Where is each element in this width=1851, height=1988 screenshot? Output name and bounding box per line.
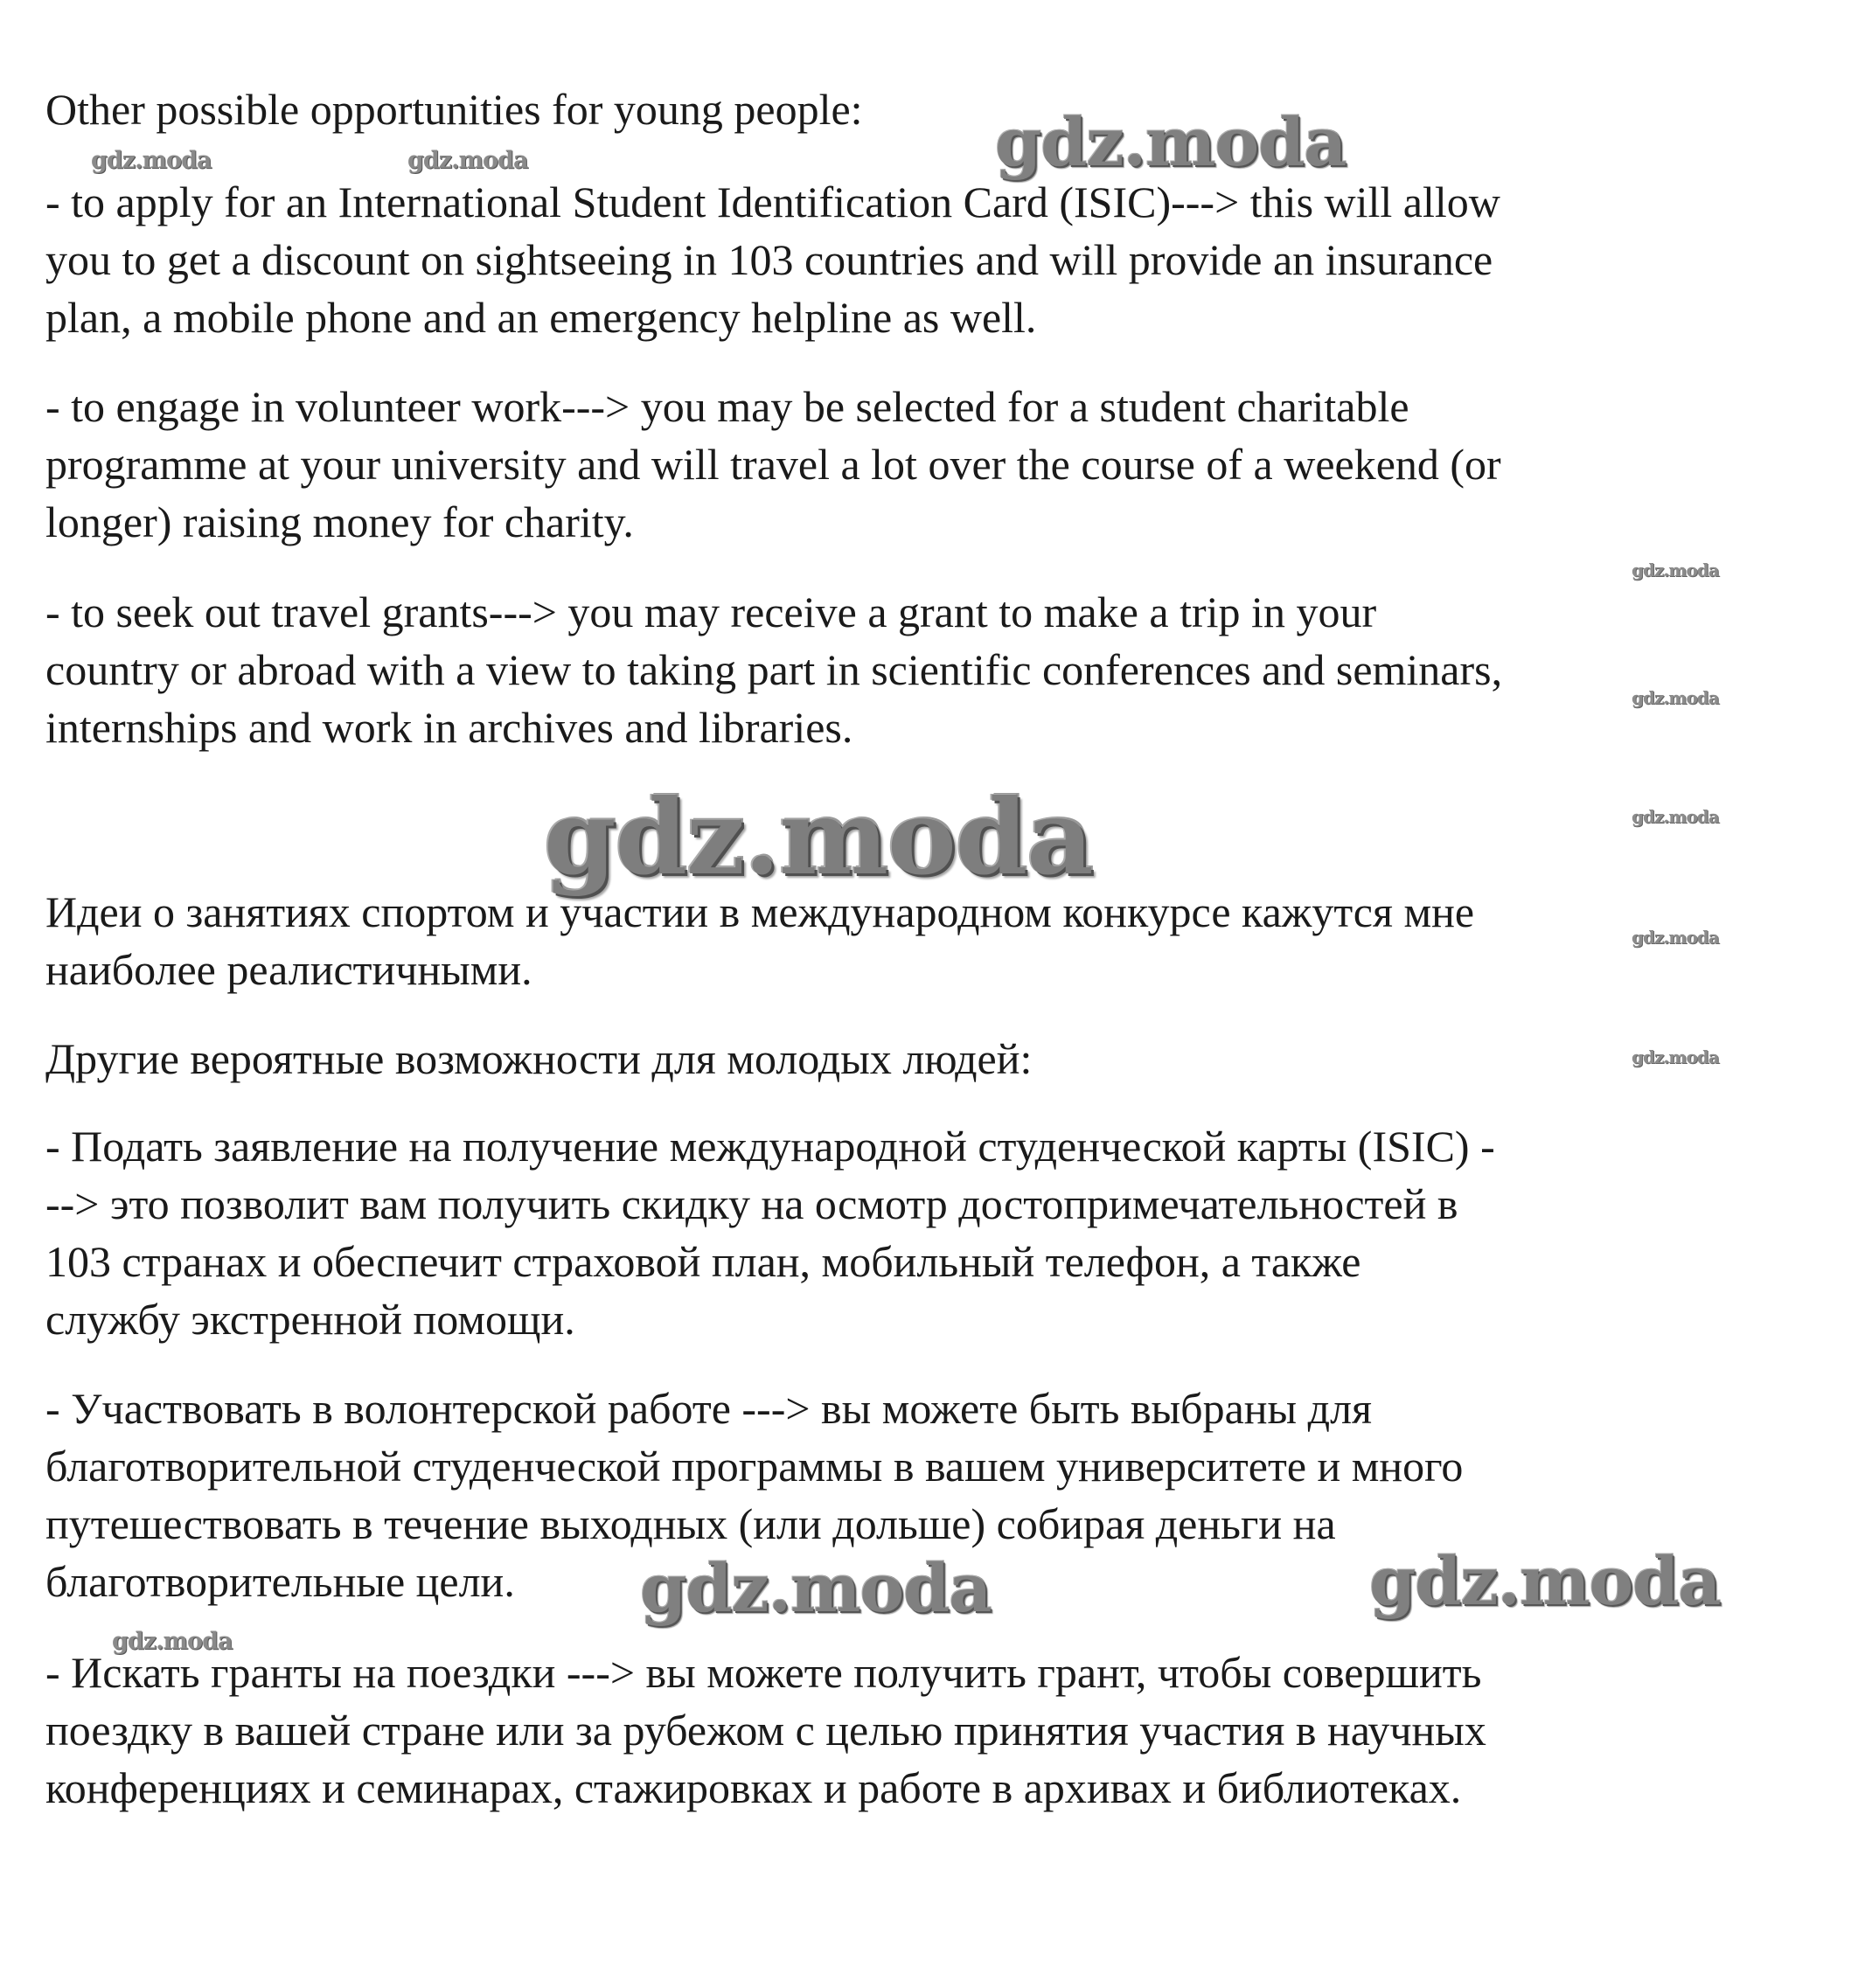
watermark: gdz.moda bbox=[640, 1549, 992, 1627]
watermark: gdz.moda bbox=[1632, 927, 1719, 948]
paragraph-grants-russian: - Искать гранты на поездки ---> вы можете получить грант, чтобы совершить поездку в вашей стране или за рубежом с целью принятия участия в научных конференциях и семинарах, стажировках и работе в архивах и библиотеках. bbox=[45, 1648, 1486, 1812]
watermark: gdz.moda bbox=[1632, 806, 1719, 827]
paragraph-grants-english: - to seek out travel grants---> you may receive a grant to make a trip in your country or abroad with a view to taking part in scientific conferences and seminars, internships and work in archives and libraries. bbox=[45, 587, 1503, 752]
watermark: gdz.moda bbox=[1369, 1542, 1721, 1620]
watermark: gdz.moda bbox=[407, 147, 528, 174]
watermark: gdz.moda bbox=[1632, 560, 1719, 580]
watermark: gdz.moda bbox=[544, 776, 1093, 898]
paragraph-volunteer-english: - to engage in volunteer work---> you may be selected for a student charitable programme at your university and will travel a lot over the course of a weekend (or longer) raising money for charity. bbox=[45, 382, 1501, 546]
heading-russian: Другие вероятные возможности для молодых людей: bbox=[45, 1034, 1033, 1083]
paragraph-volunteer-russian: - Участвовать в волонтерской работе ---> вы можете быть выбраны для благотворительной студенческой программы в вашем университете и много путешествовать в течение выходных (или дольше) собирая деньги на благотворительные цели. bbox=[45, 1384, 1464, 1606]
watermark: gdz.moda bbox=[995, 103, 1346, 181]
watermark: gdz.moda bbox=[112, 1628, 233, 1655]
watermark: gdz.moda bbox=[91, 147, 212, 174]
paragraph-isic-russian: - Подать заявление на получение международной студенческой карты (ISIC) - --> это позволит вам получить скидку на осмотр достопримечательностей в 103 странах и обеспечит страховой план, мобильный телефон, а также службу экстренной помощи. bbox=[45, 1122, 1495, 1344]
heading-english: Other possible opportunities for young people: bbox=[45, 85, 863, 134]
paragraph-ideas-russian: Идеи о занятиях спортом и участии в международном конкурсе кажутся мне наиболее реалистичными. bbox=[45, 887, 1475, 994]
watermark: gdz.moda bbox=[1632, 687, 1719, 708]
paragraph-isic-english: - to apply for an International Student Identification Card (ISIC)---> this will allow you to get a discount on sightseeing in 103 countries and will provide an insurance plan, a mobile phone and an emergency helpline as well. bbox=[45, 177, 1500, 342]
watermark: gdz.moda bbox=[1632, 1046, 1719, 1067]
